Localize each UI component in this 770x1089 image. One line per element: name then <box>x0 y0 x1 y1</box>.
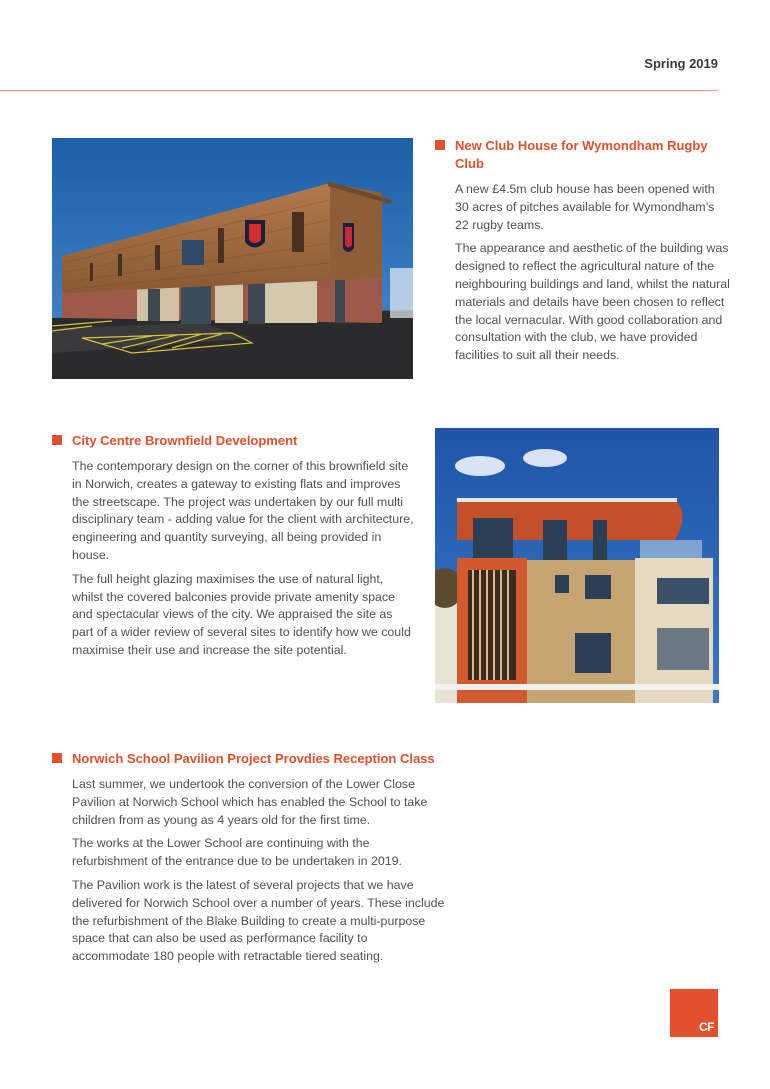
bullet-square-icon <box>435 140 445 150</box>
article-city-centre-brownfield <box>52 432 417 666</box>
article-title-text: Norwich School Pavilion Project Provdies Reception Class <box>72 751 435 766</box>
bullet-square-icon <box>52 753 62 763</box>
logo-text: CF <box>699 1020 714 1034</box>
cf-logo <box>670 989 718 1037</box>
article-paragraph: The works at the Lower School are continuing with the refurbishment of the entrance due to be undertaken in 2019. <box>72 836 402 869</box>
brownfield-flats-photo <box>435 428 719 703</box>
article-norwich-school-pavilion <box>52 750 447 972</box>
rugby-clubhouse-photo <box>52 138 413 379</box>
article-title <box>435 137 730 173</box>
article-title-text: City Centre Brownfield Development <box>72 433 298 448</box>
article-title-text: New Club House for Wymondham Rugby Club <box>455 138 708 171</box>
article-paragraph: A new £4.5m club house has been opened with 30 acres of pitches available for Wymondham’s 22 rugby teams. <box>455 182 715 232</box>
article-rugby-clubhouse <box>435 137 730 371</box>
article-title <box>52 750 447 768</box>
header-divider <box>0 90 718 91</box>
article-paragraph: The contemporary design on the corner of this brownfield site in Norwich, creates a gateway to existing flats and improves the streetscape. The project was undertaken by our full multi disciplinary team - adding value for the client with architecture, engineering and quantity surveying, all being provided in house. <box>72 459 414 562</box>
article-paragraph: Last summer, we undertook the conversion of the Lower Close Pavilion at Norwich School which has enabled the School to take children from as young as 4 years old for the first time. <box>72 777 428 827</box>
article-paragraph: The appearance and aesthetic of the building was designed to reflect the agricultural nature of the neighbouring buildings and land, whilst the natural materials and details have been chosen to reflect the local vernacular. With good collaboration and consultation with the club, we have provided facilities to suit all their needs. <box>455 241 730 363</box>
issue-label: Spring 2019 <box>644 56 718 71</box>
article-paragraph: The full height glazing maximises the use of natural light, whilst the covered balconies provide private amenity space and spectacular views of the city. We appraised the site as part of a wider review of several sites to identify how we could maximise their use and increase the site potential. <box>72 571 411 657</box>
article-title <box>52 432 417 450</box>
bullet-square-icon <box>52 435 62 445</box>
article-paragraph: The Pavilion work is the latest of several projects that we have delivered for Norwich School over a number of years. These include the refurbishment of the Blake Building to create a multi-purpose space that can also be used as performance facility to accommodate 180 people with retractable tiered seating. <box>72 877 445 964</box>
